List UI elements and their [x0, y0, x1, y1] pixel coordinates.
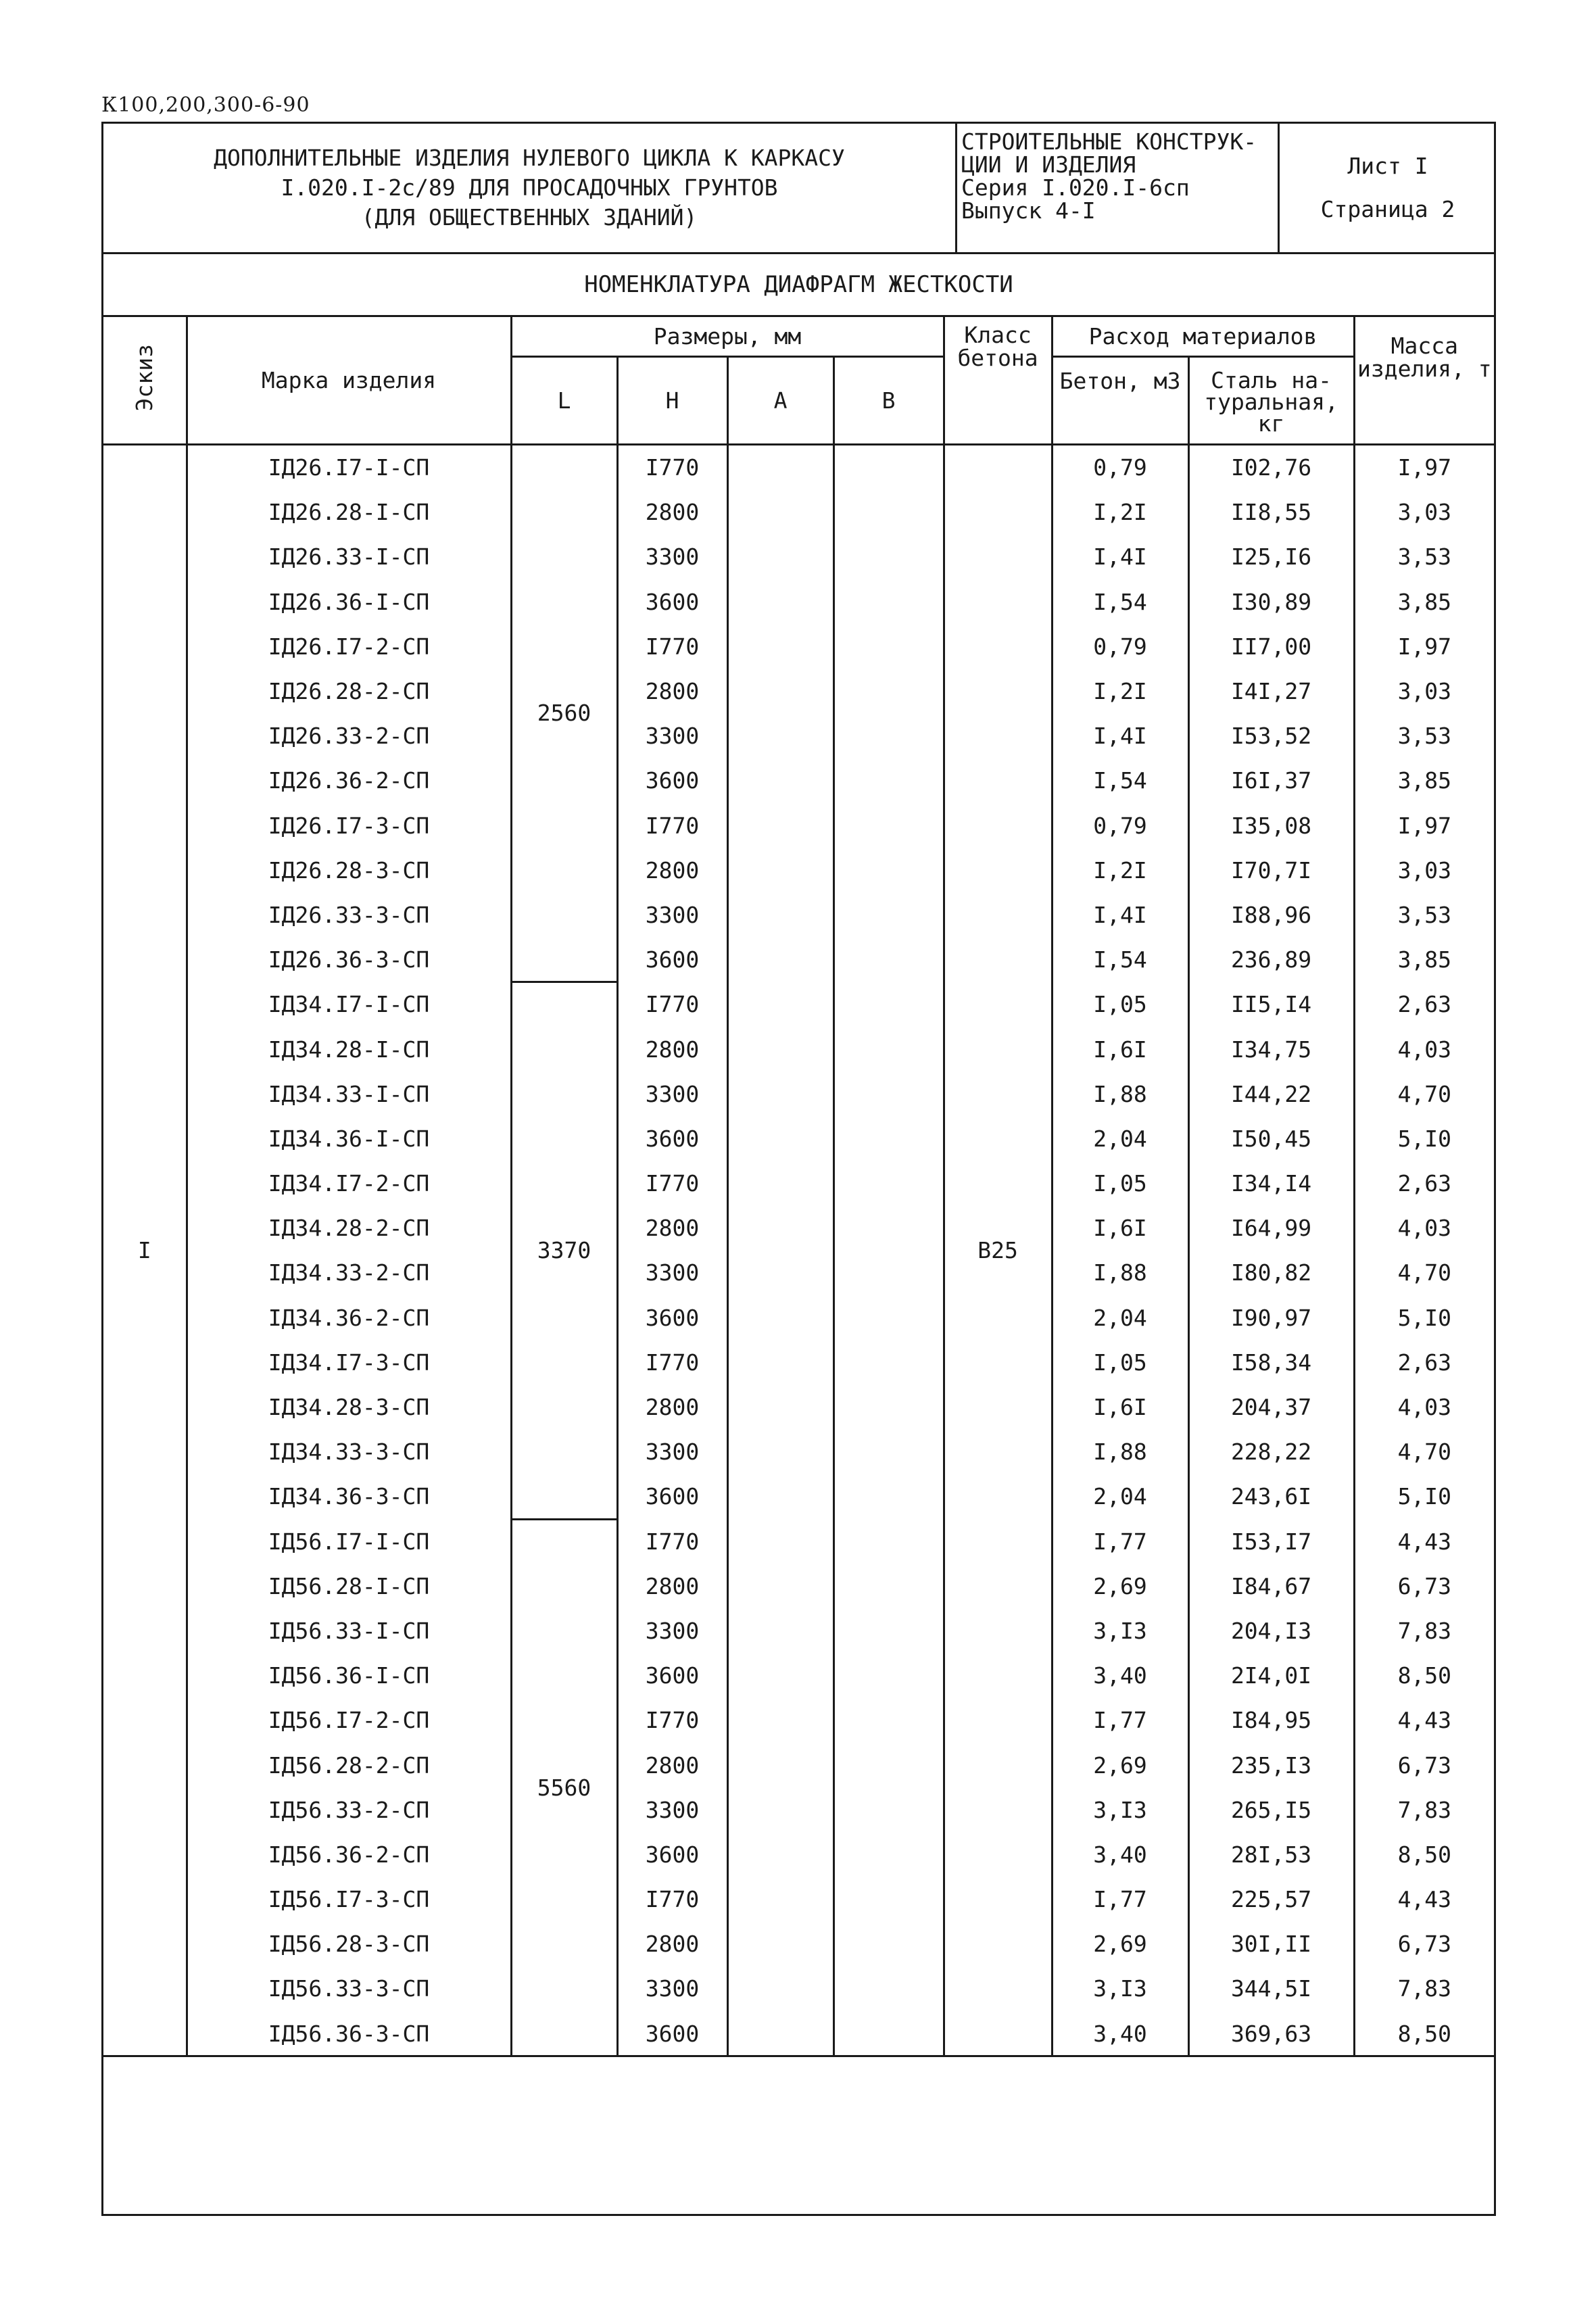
document-code: К100,200,300-6-90	[101, 93, 310, 117]
steel-cell: 204,I3	[1188, 1608, 1354, 1653]
header-mark: Марка изделия	[187, 317, 511, 444]
mark-cell: ІД34.28-2-СП	[187, 1206, 511, 1251]
steel-cell: II5,I4	[1188, 982, 1354, 1027]
steel-cell: I30,89	[1188, 579, 1354, 624]
mass-cell: 7,83	[1354, 1608, 1494, 1653]
mass-cell: 3,53	[1354, 892, 1494, 937]
concrete-volume-cell: 0,79	[1052, 444, 1188, 490]
mass-cell: 7,83	[1354, 1967, 1494, 2011]
concrete-volume-cell: I,54	[1052, 758, 1188, 803]
header-sketch: Эскиз	[103, 317, 187, 444]
steel-cell: I58,34	[1188, 1340, 1354, 1384]
mass-cell: 6,73	[1354, 1564, 1494, 1608]
steel-cell: I88,96	[1188, 892, 1354, 937]
header-H: H	[617, 356, 727, 444]
concrete-volume-cell: 2,04	[1052, 1474, 1188, 1519]
header-B: В	[833, 356, 944, 444]
mass-cell: 3,85	[1354, 579, 1494, 624]
series-info	[957, 124, 1280, 252]
H-cell: 3600	[617, 2011, 727, 2056]
drawing-frame	[101, 122, 1496, 2216]
table-caption: НОМЕНКЛАТУРА ДИАФРАГМ ЖЕСТКОСТИ	[103, 254, 1494, 317]
H-cell: I770	[617, 803, 727, 848]
concrete-volume-cell: 3,40	[1052, 1832, 1188, 1877]
steel-cell: 2I4,0I	[1188, 1654, 1354, 1698]
mass-cell: 8,50	[1354, 2011, 1494, 2056]
mass-cell: 7,83	[1354, 1787, 1494, 1832]
mark-cell: ІД56.І7-3-СП	[187, 1877, 511, 1922]
H-cell: I770	[617, 1698, 727, 1743]
concrete-volume-cell: I,4I	[1052, 535, 1188, 579]
mark-cell: ІД34.І7-І-СП	[187, 982, 511, 1027]
mass-cell: 4,43	[1354, 1698, 1494, 1743]
concrete-volume-cell: I,6I	[1052, 1384, 1188, 1429]
mark-cell: ІД56.36-3-СП	[187, 2011, 511, 2056]
mass-cell: 4,43	[1354, 1519, 1494, 1564]
H-cell: 3600	[617, 1832, 727, 1877]
steel-cell: I4I,27	[1188, 669, 1354, 713]
mark-cell: ІД26.28-3-СП	[187, 848, 511, 892]
concrete-volume-cell: 0,79	[1052, 624, 1188, 669]
H-cell: 3600	[617, 1474, 727, 1519]
header-mass: Масса изделия, т	[1354, 317, 1494, 444]
mark-cell: ІД26.І7-3-СП	[187, 803, 511, 848]
concrete-volume-cell: 0,79	[1052, 803, 1188, 848]
H-cell: 2800	[617, 1564, 727, 1608]
mass-cell: 3,03	[1354, 669, 1494, 713]
concrete-volume-cell: I,4I	[1052, 892, 1188, 937]
concrete-volume-cell: 3,40	[1052, 1654, 1188, 1698]
mass-cell: 5,I0	[1354, 1116, 1494, 1161]
header-concrete-class: Класс бетона	[944, 317, 1052, 444]
mark-cell: ІД34.33-3-СП	[187, 1430, 511, 1474]
H-cell: 2800	[617, 1027, 727, 1071]
concrete-volume-cell: 2,04	[1052, 1116, 1188, 1161]
steel-cell: 344,5I	[1188, 1967, 1354, 2011]
mass-cell: 2,63	[1354, 1161, 1494, 1206]
H-cell: 2800	[617, 490, 727, 535]
H-cell: I770	[617, 444, 727, 490]
header-L: L	[511, 356, 617, 444]
steel-cell: 225,57	[1188, 1877, 1354, 1922]
table-body	[103, 444, 1494, 2056]
blank-area	[103, 2055, 1494, 2214]
concrete-volume-cell: I,2I	[1052, 490, 1188, 535]
steel-cell: 243,6I	[1188, 1474, 1354, 1519]
concrete-volume-cell: I,88	[1052, 1071, 1188, 1116]
mark-cell: ІД56.36-І-СП	[187, 1654, 511, 1698]
concrete-volume-cell: I,6I	[1052, 1206, 1188, 1251]
steel-cell: I6I,37	[1188, 758, 1354, 803]
steel-cell: I50,45	[1188, 1116, 1354, 1161]
document-title	[103, 124, 957, 252]
concrete-volume-cell: I,54	[1052, 938, 1188, 982]
concrete-volume-cell: 2,04	[1052, 1295, 1188, 1340]
mark-cell: ІД56.36-2-СП	[187, 1832, 511, 1877]
mark-cell: ІД34.33-2-СП	[187, 1251, 511, 1295]
title-line: I.020.I-2с/89 ДЛЯ ПРОСАДОЧНЫХ ГРУНТОВ	[281, 174, 778, 201]
concrete-volume-cell: I,05	[1052, 1340, 1188, 1384]
L-cell: 5560	[511, 1519, 617, 2056]
concrete-volume-cell: I,2I	[1052, 669, 1188, 713]
H-cell: 3300	[617, 1430, 727, 1474]
title-block	[103, 124, 1494, 254]
mass-cell: 6,73	[1354, 1922, 1494, 1967]
mass-cell: 4,70	[1354, 1251, 1494, 1295]
concrete-volume-cell: I,54	[1052, 579, 1188, 624]
concrete-volume-cell: I,05	[1052, 1161, 1188, 1206]
mark-cell: ІД56.33-3-СП	[187, 1967, 511, 2011]
steel-cell: 369,63	[1188, 2011, 1354, 2056]
mark-cell: ІД26.36-І-СП	[187, 579, 511, 624]
steel-cell: 204,37	[1188, 1384, 1354, 1429]
series-line: Серия I.020.I-6сп	[961, 174, 1190, 201]
concrete-volume-cell: 2,69	[1052, 1564, 1188, 1608]
mark-cell: ІД26.36-2-СП	[187, 758, 511, 803]
A-cell	[727, 444, 833, 2056]
H-cell: 2800	[617, 848, 727, 892]
series-line: Выпуск 4-I	[961, 197, 1096, 224]
concrete-volume-cell: I,77	[1052, 1698, 1188, 1743]
sketch-cell: I	[103, 444, 187, 2056]
concrete-volume-cell: I,77	[1052, 1519, 1188, 1564]
concrete-volume-cell: 2,69	[1052, 1743, 1188, 1787]
mark-cell: ІД34.36-2-СП	[187, 1295, 511, 1340]
mark-cell: ІД34.36-І-СП	[187, 1116, 511, 1161]
mark-cell: ІД34.І7-2-СП	[187, 1161, 511, 1206]
mark-cell: ІД34.І7-3-СП	[187, 1340, 511, 1384]
steel-cell: 235,I3	[1188, 1743, 1354, 1787]
mark-cell: ІД34.33-І-СП	[187, 1071, 511, 1116]
mass-cell: 3,53	[1354, 714, 1494, 758]
mark-cell: ІД56.28-2-СП	[187, 1743, 511, 1787]
nomenclature-table	[103, 317, 1494, 2056]
mark-cell: ІД26.28-І-СП	[187, 490, 511, 535]
H-cell: 3300	[617, 1967, 727, 2011]
H-cell: 2800	[617, 669, 727, 713]
H-cell: I770	[617, 1340, 727, 1384]
table-row	[103, 444, 1494, 490]
H-cell: I770	[617, 1161, 727, 1206]
header-A: А	[727, 356, 833, 444]
steel-cell: I84,67	[1188, 1564, 1354, 1608]
mass-cell: 4,70	[1354, 1071, 1494, 1116]
B-cell	[833, 444, 944, 2056]
steel-cell: I90,97	[1188, 1295, 1354, 1340]
concrete-volume-cell: 3,40	[1052, 2011, 1188, 2056]
steel-cell: I53,I7	[1188, 1519, 1354, 1564]
series-line: СТРОИТЕЛЬНЫЕ КОНСТРУК-	[961, 128, 1257, 155]
H-cell: 2800	[617, 1206, 727, 1251]
H-cell: 3300	[617, 892, 727, 937]
header-dimensions: Размеры, мм	[511, 317, 944, 356]
mark-cell: ІД34.36-3-СП	[187, 1474, 511, 1519]
mass-cell: 3,85	[1354, 938, 1494, 982]
sheet-info	[1282, 124, 1494, 252]
mass-cell: 6,73	[1354, 1743, 1494, 1787]
steel-cell: II7,00	[1188, 624, 1354, 669]
mass-cell: 5,I0	[1354, 1295, 1494, 1340]
steel-cell: I44,22	[1188, 1071, 1354, 1116]
concrete-volume-cell: I,88	[1052, 1430, 1188, 1474]
header-materials: Расход материалов	[1052, 317, 1354, 356]
steel-cell: I64,99	[1188, 1206, 1354, 1251]
mass-cell: 8,50	[1354, 1654, 1494, 1698]
mark-cell: ІД56.І7-І-СП	[187, 1519, 511, 1564]
H-cell: 2800	[617, 1384, 727, 1429]
mark-cell: ІД56.28-І-СП	[187, 1564, 511, 1608]
mass-cell: I,97	[1354, 444, 1494, 490]
mass-cell: 3,03	[1354, 848, 1494, 892]
H-cell: I770	[617, 624, 727, 669]
steel-cell: I80,82	[1188, 1251, 1354, 1295]
header-concrete-volume: Бетон, м3	[1052, 356, 1188, 444]
H-cell: 3300	[617, 714, 727, 758]
H-cell: 2800	[617, 1922, 727, 1967]
H-cell: 3600	[617, 579, 727, 624]
steel-cell: I70,7I	[1188, 848, 1354, 892]
steel-cell: 265,I5	[1188, 1787, 1354, 1832]
concrete-volume-cell: I,05	[1052, 982, 1188, 1027]
mass-cell: 8,50	[1354, 1832, 1494, 1877]
H-cell: 3600	[617, 938, 727, 982]
concrete-volume-cell: I,6I	[1052, 1027, 1188, 1071]
mark-cell: ІД56.33-І-СП	[187, 1608, 511, 1653]
H-cell: I770	[617, 982, 727, 1027]
mark-cell: ІД56.28-3-СП	[187, 1922, 511, 1967]
H-cell: 3600	[617, 1654, 727, 1698]
steel-cell: I34,75	[1188, 1027, 1354, 1071]
H-cell: 3300	[617, 1071, 727, 1116]
H-cell: 3600	[617, 1295, 727, 1340]
L-cell: 2560	[511, 444, 617, 982]
mark-cell: ІД34.28-3-СП	[187, 1384, 511, 1429]
H-cell: 3300	[617, 535, 727, 579]
mass-cell: 3,85	[1354, 758, 1494, 803]
concrete-volume-cell: I,77	[1052, 1877, 1188, 1922]
steel-cell: I25,I6	[1188, 535, 1354, 579]
mark-cell: ІД26.33-І-СП	[187, 535, 511, 579]
L-cell: 3370	[511, 982, 617, 1519]
concrete-class-cell: B25	[944, 444, 1052, 2056]
concrete-volume-cell: 3,I3	[1052, 1967, 1188, 2011]
mass-cell: 4,03	[1354, 1206, 1494, 1251]
series-line: ЦИИ И ИЗДЕЛИЯ	[961, 151, 1136, 178]
mass-cell: I,97	[1354, 624, 1494, 669]
H-cell: I770	[617, 1519, 727, 1564]
steel-cell: 30I,II	[1188, 1922, 1354, 1967]
concrete-volume-cell: I,4I	[1052, 714, 1188, 758]
mark-cell: ІД56.І7-2-СП	[187, 1698, 511, 1743]
H-cell: 3600	[617, 758, 727, 803]
mass-cell: 2,63	[1354, 1340, 1494, 1384]
steel-cell: I02,76	[1188, 444, 1354, 490]
mass-cell: 4,70	[1354, 1430, 1494, 1474]
title-line: (ДЛЯ ОБЩЕСТВЕННЫХ ЗДАНИЙ)	[361, 204, 698, 231]
steel-cell: I53,52	[1188, 714, 1354, 758]
mark-cell: ІД56.33-2-СП	[187, 1787, 511, 1832]
mass-cell: 5,I0	[1354, 1474, 1494, 1519]
steel-cell: 236,89	[1188, 938, 1354, 982]
mass-cell: 4,03	[1354, 1384, 1494, 1429]
H-cell: 3600	[617, 1116, 727, 1161]
steel-cell: 228,22	[1188, 1430, 1354, 1474]
header-steel: Сталь на-туральная, кг	[1188, 356, 1354, 444]
title-line: ДОПОЛНИТЕЛЬНЫЕ ИЗДЕЛИЯ НУЛЕВОГО ЦИКЛА К КАРКАСУ	[214, 145, 845, 171]
sheet-number: Лист I	[1347, 153, 1428, 179]
page-number: Страница 2	[1320, 196, 1455, 222]
H-cell: 3300	[617, 1251, 727, 1295]
mark-cell: ІД26.36-3-СП	[187, 938, 511, 982]
steel-cell: 28I,53	[1188, 1832, 1354, 1877]
mass-cell: 3,53	[1354, 535, 1494, 579]
steel-cell: I35,08	[1188, 803, 1354, 848]
H-cell: 3300	[617, 1608, 727, 1653]
mass-cell: 4,43	[1354, 1877, 1494, 1922]
mass-cell: I,97	[1354, 803, 1494, 848]
steel-cell: I84,95	[1188, 1698, 1354, 1743]
mark-cell: ІД34.28-І-СП	[187, 1027, 511, 1071]
mark-cell: ІД26.28-2-СП	[187, 669, 511, 713]
concrete-volume-cell: I,2I	[1052, 848, 1188, 892]
mark-cell: ІД26.І7-2-СП	[187, 624, 511, 669]
mark-cell: ІД26.І7-І-СП	[187, 444, 511, 490]
mark-cell: ІД26.33-3-СП	[187, 892, 511, 937]
concrete-volume-cell: I,88	[1052, 1251, 1188, 1295]
H-cell: I770	[617, 1877, 727, 1922]
mass-cell: 4,03	[1354, 1027, 1494, 1071]
concrete-volume-cell: 3,I3	[1052, 1608, 1188, 1653]
mass-cell: 3,03	[1354, 490, 1494, 535]
H-cell: 2800	[617, 1743, 727, 1787]
steel-cell: II8,55	[1188, 490, 1354, 535]
H-cell: 3300	[617, 1787, 727, 1832]
steel-cell: I34,I4	[1188, 1161, 1354, 1206]
mark-cell: ІД26.33-2-СП	[187, 714, 511, 758]
concrete-volume-cell: 3,I3	[1052, 1787, 1188, 1832]
concrete-volume-cell: 2,69	[1052, 1922, 1188, 1967]
mass-cell: 2,63	[1354, 982, 1494, 1027]
